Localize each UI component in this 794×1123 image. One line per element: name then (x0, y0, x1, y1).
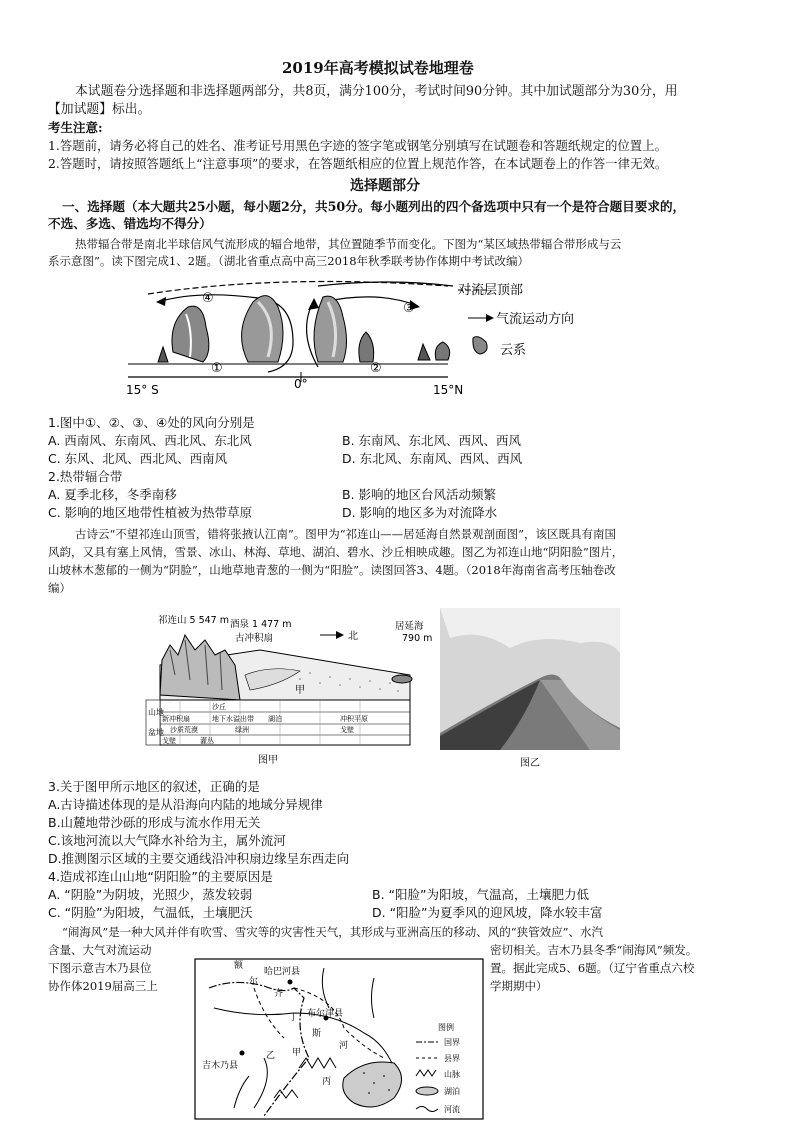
q1-option-d: D. 东北风、东南风、西风、西风 (342, 451, 523, 466)
mark-2: ② (370, 361, 382, 376)
intro-line-1: 本试题卷分选择题和非选择题两部分，共8页，满分100分，考试时间90分钟。其中加试题部分为30分，用 (75, 84, 678, 99)
page-title: 2019年高考模拟试卷地理卷 (282, 59, 474, 77)
q1-option-b: B. 东南风、东北风、西风、西风 (342, 433, 522, 448)
map-he: 河 (339, 1041, 349, 1051)
label-qilian: 祁连山 5 547 m (158, 615, 229, 626)
q2-stem: 2.热带辐合带 (48, 469, 123, 484)
label-jia: 甲 (295, 685, 305, 696)
map-qi: 齐 (274, 989, 284, 999)
label-jiuquan: 酒泉 1 477 m (230, 619, 292, 630)
passage3-line-2b: 密切相关。吉木乃县冬季“闹海风”频发。 (490, 943, 698, 957)
notice-heading: 考生注意: (48, 120, 103, 135)
passage3-line-4a: 协作体2019届高三上 (48, 979, 158, 993)
label-gobi-1: 戈壁 (340, 726, 354, 734)
label-15n: 15°N (433, 383, 464, 397)
passage2-line-1: 古诗云“不望祁连山顶雪，错将张掖认江南”。图甲为“祁连山——居延海自然景观剖面图”，该区既具有南国 (75, 527, 617, 541)
label-gobi-2: 戈壁 (162, 737, 176, 745)
q3-option-c: C.该地河流以大气降水补给为主，属外流河 (48, 833, 286, 848)
label-shrub: 灌丛 (200, 737, 214, 745)
q4-option-c: C. “阴脸”为阳坡，气温低，土壤肥沃 (48, 905, 253, 920)
notice-item-2: 2.答题时，请按照答题纸上“注意事项”的要求，在答题纸相应的位置上规范作答，在本试题卷上的作答一律无效。 (48, 156, 668, 171)
map-ding: 丁 (289, 1013, 299, 1023)
legend-lake: 湖泊 (444, 1087, 460, 1096)
map-e: 额 (234, 961, 244, 971)
mark-3: ③ (403, 301, 415, 316)
notice-item-1: 1.答题前，请务必将自己的姓名、准考证号用黑色字迹的签字笔或钢笔分别填写在试题卷和答题纸规定的位置上。 (48, 138, 667, 153)
legend-tropopause: 对流层顶部 (458, 283, 524, 298)
legend-mountain: 山脉 (444, 1070, 460, 1079)
label-dune: 沙丘 (212, 703, 226, 711)
legend-airflow: 气流运动方向 (496, 312, 575, 327)
map-habahe: 哈巴河县 (264, 967, 301, 977)
part-heading-line-2: 不选、多选、错选均不得分） (48, 216, 212, 231)
legend-river: 河流 (444, 1105, 460, 1114)
intro-line-2: 【加试题】标出。 (48, 102, 151, 117)
label-0: 0° (294, 377, 308, 391)
caption-figure-yi: 图乙 (520, 758, 540, 769)
label-basin-side: 盆地 (148, 728, 164, 737)
q4-stem: 4.造成祁连山山地“阴阳脸”的主要原因是 (48, 869, 273, 884)
legend-cloud: 云系 (500, 343, 527, 358)
label-new-fan: 新冲积扇 (162, 715, 190, 723)
map-si: 斯 (312, 1029, 322, 1039)
q2-option-c: C. 影响的地区地带性植被为热带草原 (48, 505, 253, 520)
map-jimunai: 吉木乃县 (202, 1061, 239, 1071)
passage2-line-3: 山坡林木葱郁的一侧为“阴脸”，山地草地青葱的一侧为“阳脸”。读图回答3、4题。（2018年海南省高考压轴卷改 (48, 563, 616, 577)
passage2-line-2: 风韵，又具有塞上风情，雪景、冰山、林海、草地、湖泊、碧水、沙丘相映成趣。图乙为祁连山地“阴阳脸”图片， (48, 545, 624, 559)
itcz-cloud-diagram (118, 272, 618, 404)
mark-1: ① (211, 361, 223, 376)
caption-figure-jia: 图甲 (258, 755, 278, 766)
legend-county-border: 县界 (444, 1054, 460, 1063)
q3-stem: 3.关于图甲所示地区的叙述，正确的是 (48, 779, 260, 794)
legend-national-border: 国界 (444, 1038, 460, 1047)
passage3-line-3b: 置。据此完成5、6题。（辽宁省重点六校 (490, 961, 695, 975)
label-juyan: 居延海 (395, 621, 424, 632)
q2-option-b: B. 影响的地区台风活动频繁 (342, 487, 497, 502)
q1-option-c: C. 东风、北风、西北风、西南风 (48, 451, 228, 466)
passage1-line-1: 热带辐合带是南北半球信风气流形成的辐合地带，其位置随季节而变化。下图为“某区域热带辐合带形成与云 (75, 237, 622, 251)
q3-option-b: B.山麓地带沙砾的形成与流水作用无关 (48, 815, 261, 830)
q1-stem: 1.图中①、②、③、④处的风向分别是 (48, 415, 255, 430)
q4-option-d: D. “阳脸”为夏季风的迎风坡，降水较丰富 (372, 905, 603, 920)
q3-option-d: D.推测图示区域的主要交通线沿冲积扇边缘呈东西走向 (48, 851, 350, 866)
label-sand-desert: 沙质荒漠 (170, 726, 198, 734)
q2-option-d: D. 影响的地区多为对流降水 (342, 505, 498, 520)
label-oasis: 绿洲 (235, 726, 249, 734)
legend-title: 图例 (438, 1023, 454, 1032)
passage2-line-4: 编） (48, 581, 71, 595)
label-lake: 湖泊 (268, 715, 282, 723)
label-alluvial-plain: 冲积平原 (340, 715, 368, 723)
map-jia: 甲 (292, 1048, 302, 1058)
part-heading-line-1: 一、选择题（本大题共25小题，每小题2分，共50分。每小题列出的四个备选项中只有一个是符合题目要求的， (62, 199, 686, 214)
q4-option-b: B. “阳脸”为阳坡，气温高，土壤肥力低 (372, 887, 589, 902)
map-buerjin: 布尔津县 (307, 1009, 344, 1019)
map-er: 尔 (249, 977, 259, 987)
passage3-line-4b: 学期期中） (490, 979, 548, 993)
label-old-fan: 古冲积扇 (235, 633, 274, 644)
qilian-juyan-profile (140, 605, 440, 770)
section-title: 选择题部分 (350, 178, 420, 194)
q3-option-a: A.古诗描述体现的是从沿海向内陆的地域分异规律 (48, 797, 323, 812)
jimunai-location-map (194, 958, 484, 1120)
passage3-line-2a: 含量、大气对流运动 (48, 943, 152, 957)
label-north: 北 (348, 631, 358, 642)
map-yi: 乙 (266, 1051, 276, 1061)
passage3-line-3a: 下图示意吉木乃县位 (48, 961, 152, 975)
passage1-line-2: 系示意图”。读下图完成1、2题。（湖北省重点高中高三2018年秋季联考协作体期中考试改编） (48, 254, 530, 268)
map-bing: 丙 (322, 1077, 332, 1087)
passage3-line-1: “闹海风”是一种大风并伴有吹雪、雪灾等的灾害性天气，其形成与亚洲高压的移动、风的“狭管效应”、水汽 (62, 925, 604, 939)
q2-option-a: A. 夏季北移，冬季南移 (48, 487, 177, 502)
label-groundwater-belt: 地下水溢出带 (212, 715, 254, 723)
label-15s: 15° S (126, 383, 159, 397)
yin-yang-face-photo (440, 608, 620, 770)
q1-option-a: A. 西南风、东南风、西北风、东北风 (48, 433, 252, 448)
q4-option-a: A. “阴脸”为阴坡，光照少，蒸发较弱 (48, 887, 253, 902)
label-mountain-side: 山地 (148, 708, 164, 717)
mark-4: ④ (202, 291, 214, 306)
label-juyan-alt: 790 m (402, 633, 433, 644)
